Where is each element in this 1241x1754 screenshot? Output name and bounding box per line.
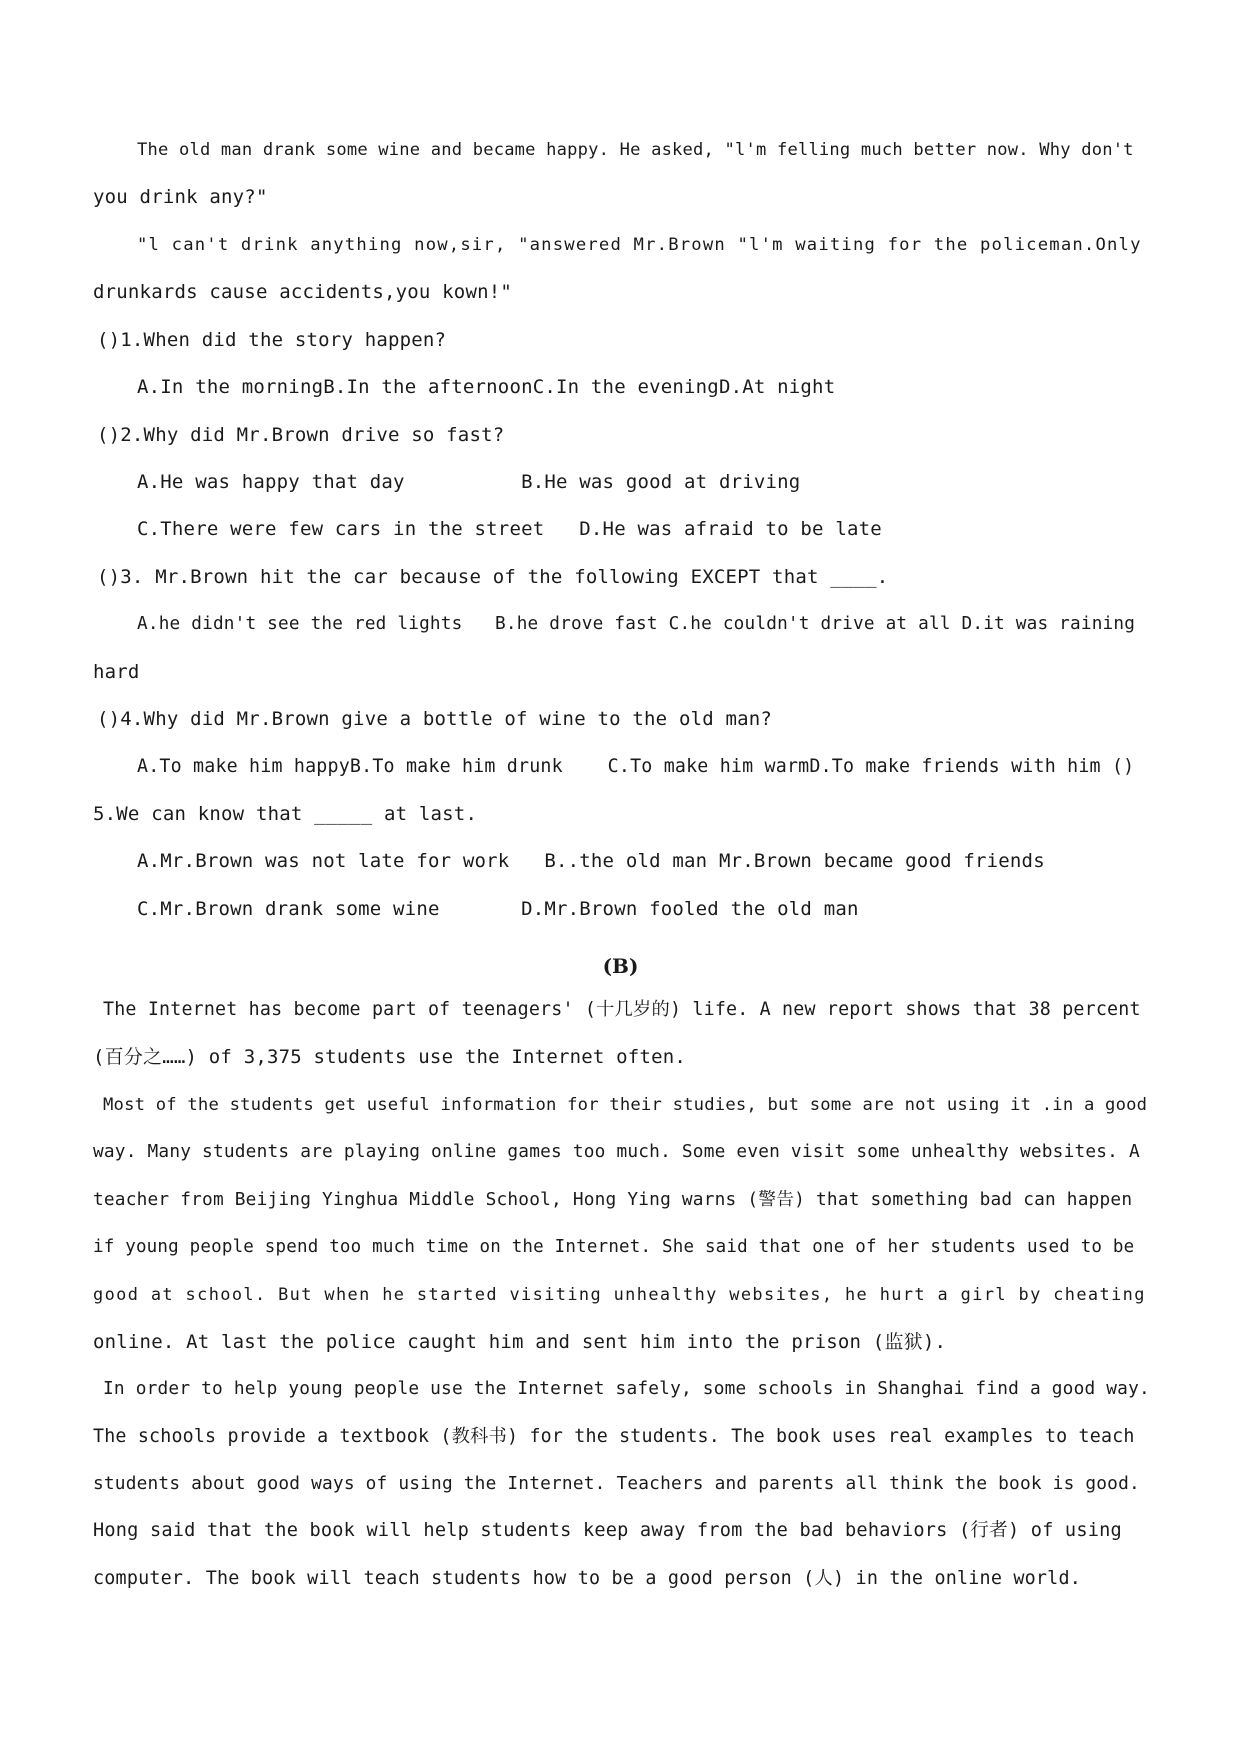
question-3-prompt: ()3. Mr.Brown hit the car because of the following EXCEPT that ____.: [97, 566, 889, 588]
question-5-prompt: 5.We can know that _____ at last.: [93, 803, 478, 825]
section-b-line-3: Most of the students get useful information for their studies, but some are not using it .in a good: [103, 1095, 1148, 1115]
section-b-line-13: computer. The book will teach students how to be a good person (人) in the online world.: [93, 1568, 1081, 1589]
section-b-line-5: teacher from Beijing Yinghua Middle School, Hong Ying warns (警告) that something bad can happen: [93, 1189, 1133, 1210]
passage-a-line-4: drunkards cause accidents,you kown!": [93, 281, 513, 303]
section-b-line-8: online. At last the police caught him and sent him into the prison (监狱).: [93, 1331, 947, 1353]
question-5-options-line-2: C.Mr.Brown drank some wine D.Mr.Brown fooled the old man: [137, 898, 859, 920]
section-b-line-11: students about good ways of using the Internet. Teachers and parents all think the book is good.: [93, 1473, 1140, 1494]
question-5-options-line-1: A.Mr.Brown was not late for work B..the old man Mr.Brown became good friends: [137, 850, 1045, 872]
section-b-line-2: (百分之……) of 3,375 students use the Internet often.: [93, 1046, 686, 1068]
section-b-line-10: The schools provide a textbook (教科书) for the students. The book uses real examples to teach: [93, 1426, 1135, 1447]
question-3-options-line-1: A.he didn't see the red lights B.he drove fast C.he couldn't drive at all D.it was raining: [137, 614, 1136, 634]
section-b-line-7: good at school. But when he started visiting unhealthy websites, he hurt a girl by cheating: [93, 1284, 1146, 1304]
section-b-line-1: The Internet has become part of teenagers' (十几岁的) life. A new report shows that 38 percent: [103, 999, 1141, 1020]
question-1-prompt: ()1.When did the story happen?: [97, 329, 447, 351]
question-2-options-line-1: A.He was happy that day B.He was good at driving: [137, 471, 801, 493]
section-b-line-4: way. Many students are playing online games too much. Some even visit some unhealthy websites. A: [93, 1141, 1140, 1162]
section-b-line-12: Hong said that the book will help students keep away from the bad behaviors (行者) of using: [93, 1520, 1122, 1541]
question-1-options: A.In the morningB.In the afternoonC.In the eveningD.At night: [137, 376, 836, 398]
section-b-heading: (B): [602, 954, 639, 978]
section-b-line-6: if young people spend too much time on the Internet. She said that one of her students used to be: [93, 1237, 1135, 1257]
passage-a-line-3: "l can't drink anything now,sir, "answered Mr.Brown "l'm waiting for the policeman.Only: [137, 235, 1142, 255]
question-3-options-line-2: hard: [93, 661, 140, 683]
question-4-prompt: ()4.Why did Mr.Brown give a bottle of wine to the old man?: [97, 708, 773, 730]
question-2-options-line-2: C.There were few cars in the street D.He was afraid to be late: [137, 518, 882, 540]
passage-a-line-2: you drink any?": [93, 186, 268, 208]
question-4-options: A.To make him happyB.To make him drunk C.To make him warmD.To make friends with him (): [137, 756, 1135, 777]
passage-a-line-1: The old man drank some wine and became happy. He asked, "l'm felling much better now. Why don't: [137, 140, 1134, 160]
question-2-prompt: ()2.Why did Mr.Brown drive so fast?: [97, 424, 505, 446]
section-b-line-9: In order to help young people use the Internet safely, some schools in Shanghai find a good way.: [103, 1378, 1150, 1399]
